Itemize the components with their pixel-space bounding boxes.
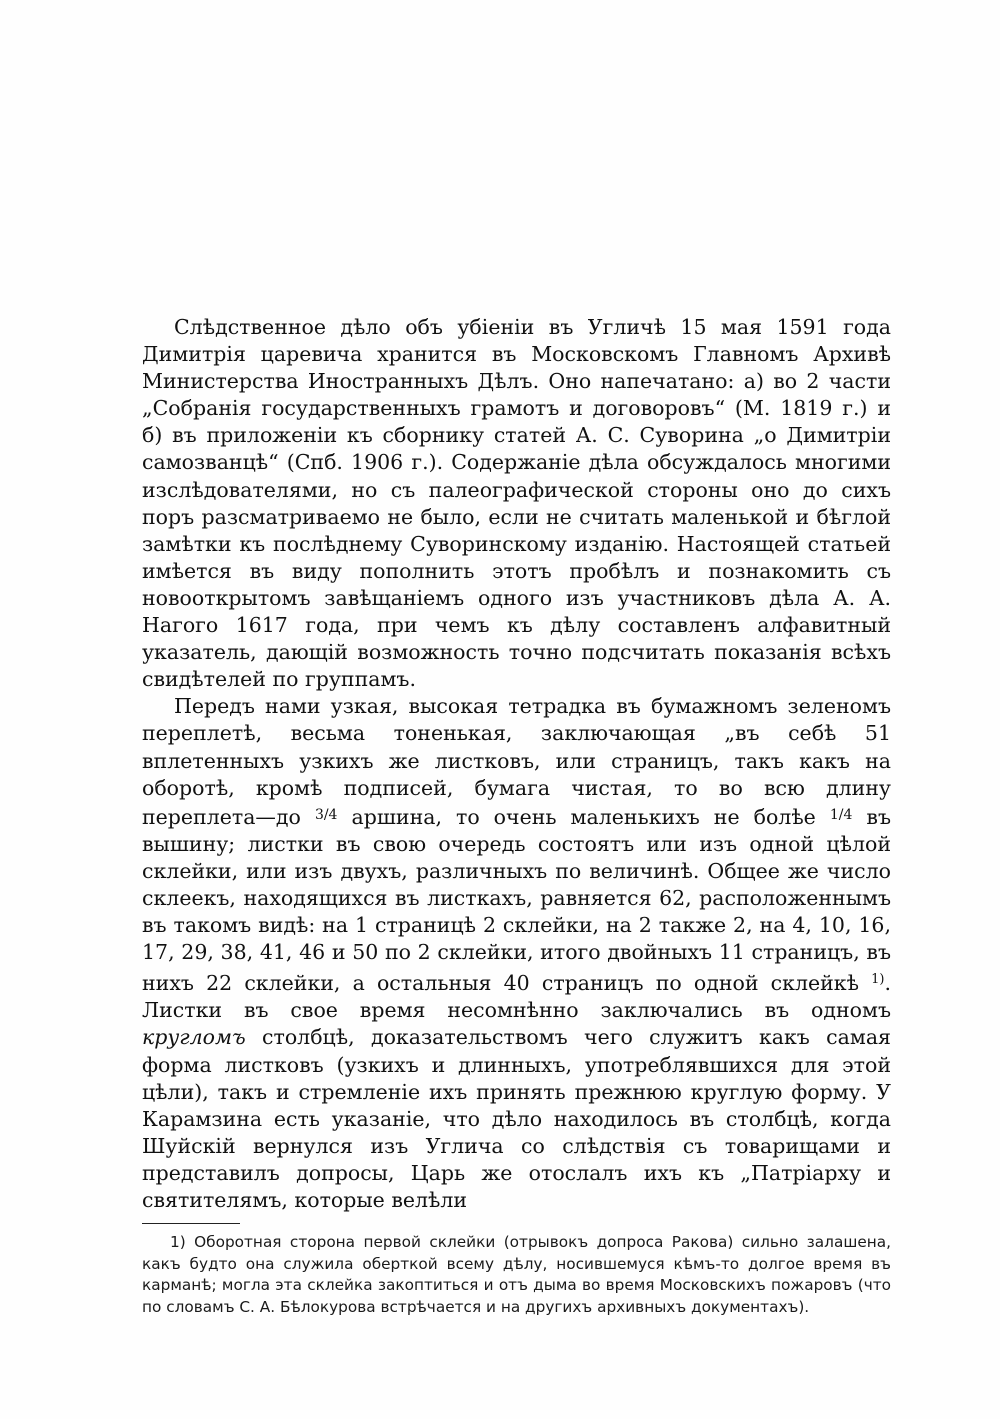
footnote [142,1232,891,1318]
footnote-reference: 1) [871,972,885,988]
paragraph-description-part-e: столбцѣ, доказательствомъ чего служитъ какъ самая форма листковъ (узкихъ и длинныхъ, употреблявшихся для этой цѣли), такъ и стремленіе ихъ принять прежнюю круглую форму. У Карамзина есть указаніе, что дѣло находилось въ столбцѣ, когда Шуйскій вернулся изъ Углича со слѣдствія съ товарищами и представилъ допросы, Царь же отослалъ ихъ къ „Патріарху и святителямъ, которые велѣли [142,1025,891,1212]
paragraph-description-part-d: . Листки въ свое время несомнѣнно заключались въ одномъ [142,971,891,1023]
main-text-block [142,314,891,1318]
paragraph-intro: Слѣдственное дѣло объ убіеніи въ Угличѣ 15 мая 1591 года Димитрія царевича хранится въ Московскомъ Главномъ Архивѣ Министерства Иностранныхъ Дѣлъ. Оно напечатано: а) во 2 части „Собранія государственныхъ грамотъ и договоровъ“ (М. 1819 г.) и б) въ приложеніи къ сборнику статей А. С. Суворина „о Димитріи самозванцѣ“ (Спб. 1906 г.). Содержаніе дѣла обсуждалось многими изслѣдователями, но съ палеографической стороны оно до сихъ поръ разсматриваемо не было, если не считать маленькой и бѣглой замѣтки къ послѣднему Суворинскому изданію. Настоящей статьей имѣется въ виду пополнить этотъ пробѣлъ и познакомить съ новооткрытомъ завѣщаніемъ одного изъ участниковъ дѣла А. А. Нагого 1617 года, при чемъ къ дѣлу составленъ алфавитный указатель, дающій возможность точно подсчитать показанія всѣхъ свидѣтелей по группамъ. [142,315,891,692]
paragraph-description [142,693,891,1214]
fraction-one-quarter: 1/4 [829,806,853,823]
paragraph-description-part-b: аршина, то очень маленькихъ не болѣе [351,804,816,829]
paragraph-description-part-c: въ вышину; листки въ свою очередь состоятъ или изъ одной цѣлой склейки, или изъ двухъ, различныхъ по величинѣ. Общее же число склеекъ, находящихся въ листкахъ, равняется 62, расположеннымъ въ такомъ видѣ: на 1 страницѣ 2 склейки, на 2 также 2, на 4, 10, 16, 17, 29, 38, 41, 46 и 50 по 2 склейки, итого двойныхъ 11 страницъ, въ нихъ 22 склейки, а остальныя 40 страницъ по одной склейкѣ [142,804,891,996]
footnote-marker: 1) [170,1233,186,1252]
fraction-three-quarters: 3/4 [314,806,338,823]
footnote-text: Оборотная сторона первой склейки (отрывокъ допроса Ракова) сильно залашена, какъ будто она служила оберткой всему дѣлу, носившемуся кѣмъ-то долгое время въ карманѣ; могла эта склейка закоптиться и отъ дыма во время Московскихъ пожаровъ (что по словамъ С. А. Бѣлокурова встрѣчается и на другихъ архивныхъ документахъ). [142,1233,891,1316]
paragraph-description-part-a: Передъ нами узкая, высокая тетрадка въ бумажномъ зеленомъ переплетѣ, весьма тоненькая, заключающая „въ себѣ 51 вплетенныхъ узкихъ же листковъ, или страницъ, такъ какъ на оборотѣ, кромѣ подписей, бумага чистая, то во всю длину переплета—до [142,694,891,829]
footnote-divider [142,1223,240,1224]
italic-word: кругломъ [142,1025,246,1050]
